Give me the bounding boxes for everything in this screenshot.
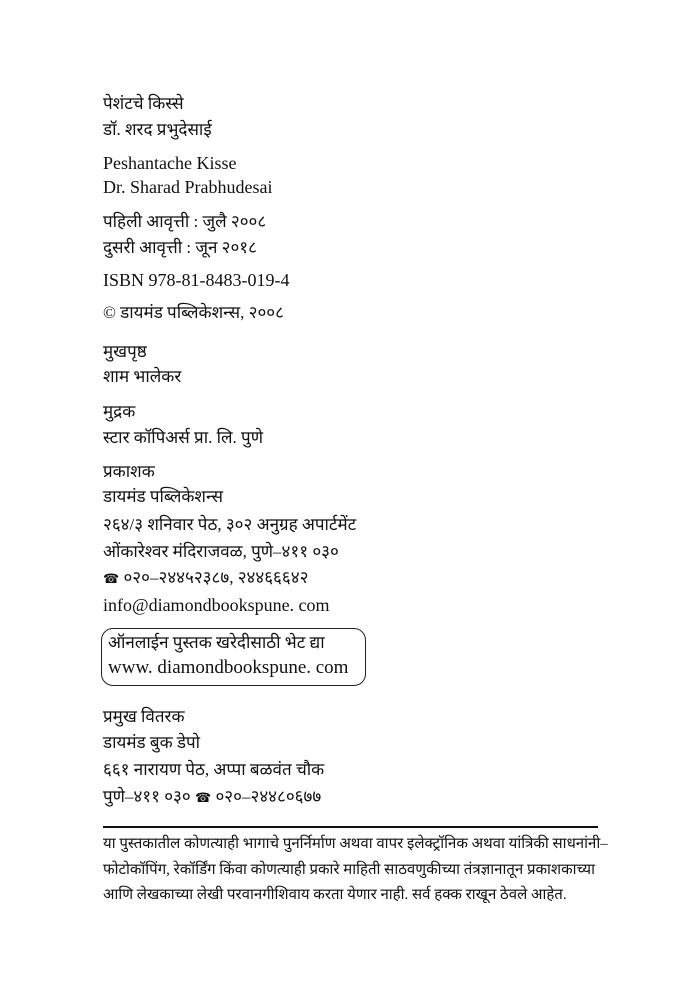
website-link[interactable]: www. diamondbookspune. com <box>108 657 349 678</box>
first-edition: पहिली आवृत्ती : जुलै २००८ <box>103 212 267 231</box>
isbn: ISBN 978-81-8483-019-4 <box>103 270 290 290</box>
distributor-address: ६६१ नारायण पेठ, अप्पा बळवंत चौक <box>103 760 325 779</box>
cover-label: मुखपृष्ठ <box>103 342 147 361</box>
distributor-name: डायमंड बुक डेपो <box>103 733 201 752</box>
copyright: © डायमंड पब्लिकेशन्स, २००८ <box>103 303 284 322</box>
distributor-phone: ०२०–२४४८०६७७ <box>215 787 322 806</box>
publisher-email[interactable]: info@diamondbookspune. com <box>103 595 330 615</box>
phone-icon: ☎ <box>103 571 120 586</box>
rights-notice <box>103 832 608 909</box>
distributor-contact-line <box>103 786 321 809</box>
printer-name: स्टार कॉपिअर्स प्रा. लि. पुणे <box>103 428 263 447</box>
publisher-label: प्रकाशक <box>103 462 155 481</box>
publisher-phone: ०२०–२४४५२३८७, २४४६६६४२ <box>123 568 309 587</box>
online-purchase-text: ऑनलाईन पुस्तक खरेदीसाठी भेट द्या <box>108 633 325 652</box>
publisher-address-2: ओंकारेश्वर मंदिराजवळ, पुणे–४११ ०३० <box>103 542 339 561</box>
second-edition: दुसरी आवृत्ती : जून २०१८ <box>103 238 257 257</box>
phone-icon: ☎ <box>195 790 212 805</box>
author-marathi: डॉ. शरद प्रभुदेसाई <box>103 120 212 139</box>
cover-artist: शाम भालेकर <box>103 367 182 386</box>
notice-line: आणि लेखकाच्या लेखी परवानगीशिवाय करता येणार नाही. सर्व हक्क राखून ठेवले आहेत. <box>103 887 567 903</box>
printer-label: मुद्रक <box>103 402 136 421</box>
publisher-address-1: २६४/३ शनिवार पेठ, ३०२ अनुग्रह अपार्टमेंट <box>103 515 357 534</box>
online-purchase-box <box>101 628 366 686</box>
title-marathi: पेशंटचे किस्से <box>103 94 184 113</box>
distributor-city: पुणे–४११ ०३० <box>103 787 191 806</box>
title-english: Peshantache Kisse <box>103 153 237 173</box>
notice-line: फोटोकॉपिंग, रेकॉर्डिंग किंवा कोणत्याही प्रकारे माहिती साठवणुकीच्या तंत्रज्ञानातून प्रकाशकाच्या <box>103 861 596 878</box>
author-english: Dr. Sharad Prabhudesai <box>103 177 273 197</box>
publisher-name: डायमंड पब्लिकेशन्स <box>103 487 223 506</box>
distributor-label: प्रमुख वितरक <box>103 707 185 726</box>
notice-line: या पुस्तकातील कोणत्याही भागाचे पुनर्निर्माण अथवा वापर इलेक्ट्रॉनिक अथवा यांत्रिकी साधनांनी– <box>103 836 608 852</box>
publisher-phone-line <box>103 567 308 590</box>
divider <box>103 826 598 828</box>
